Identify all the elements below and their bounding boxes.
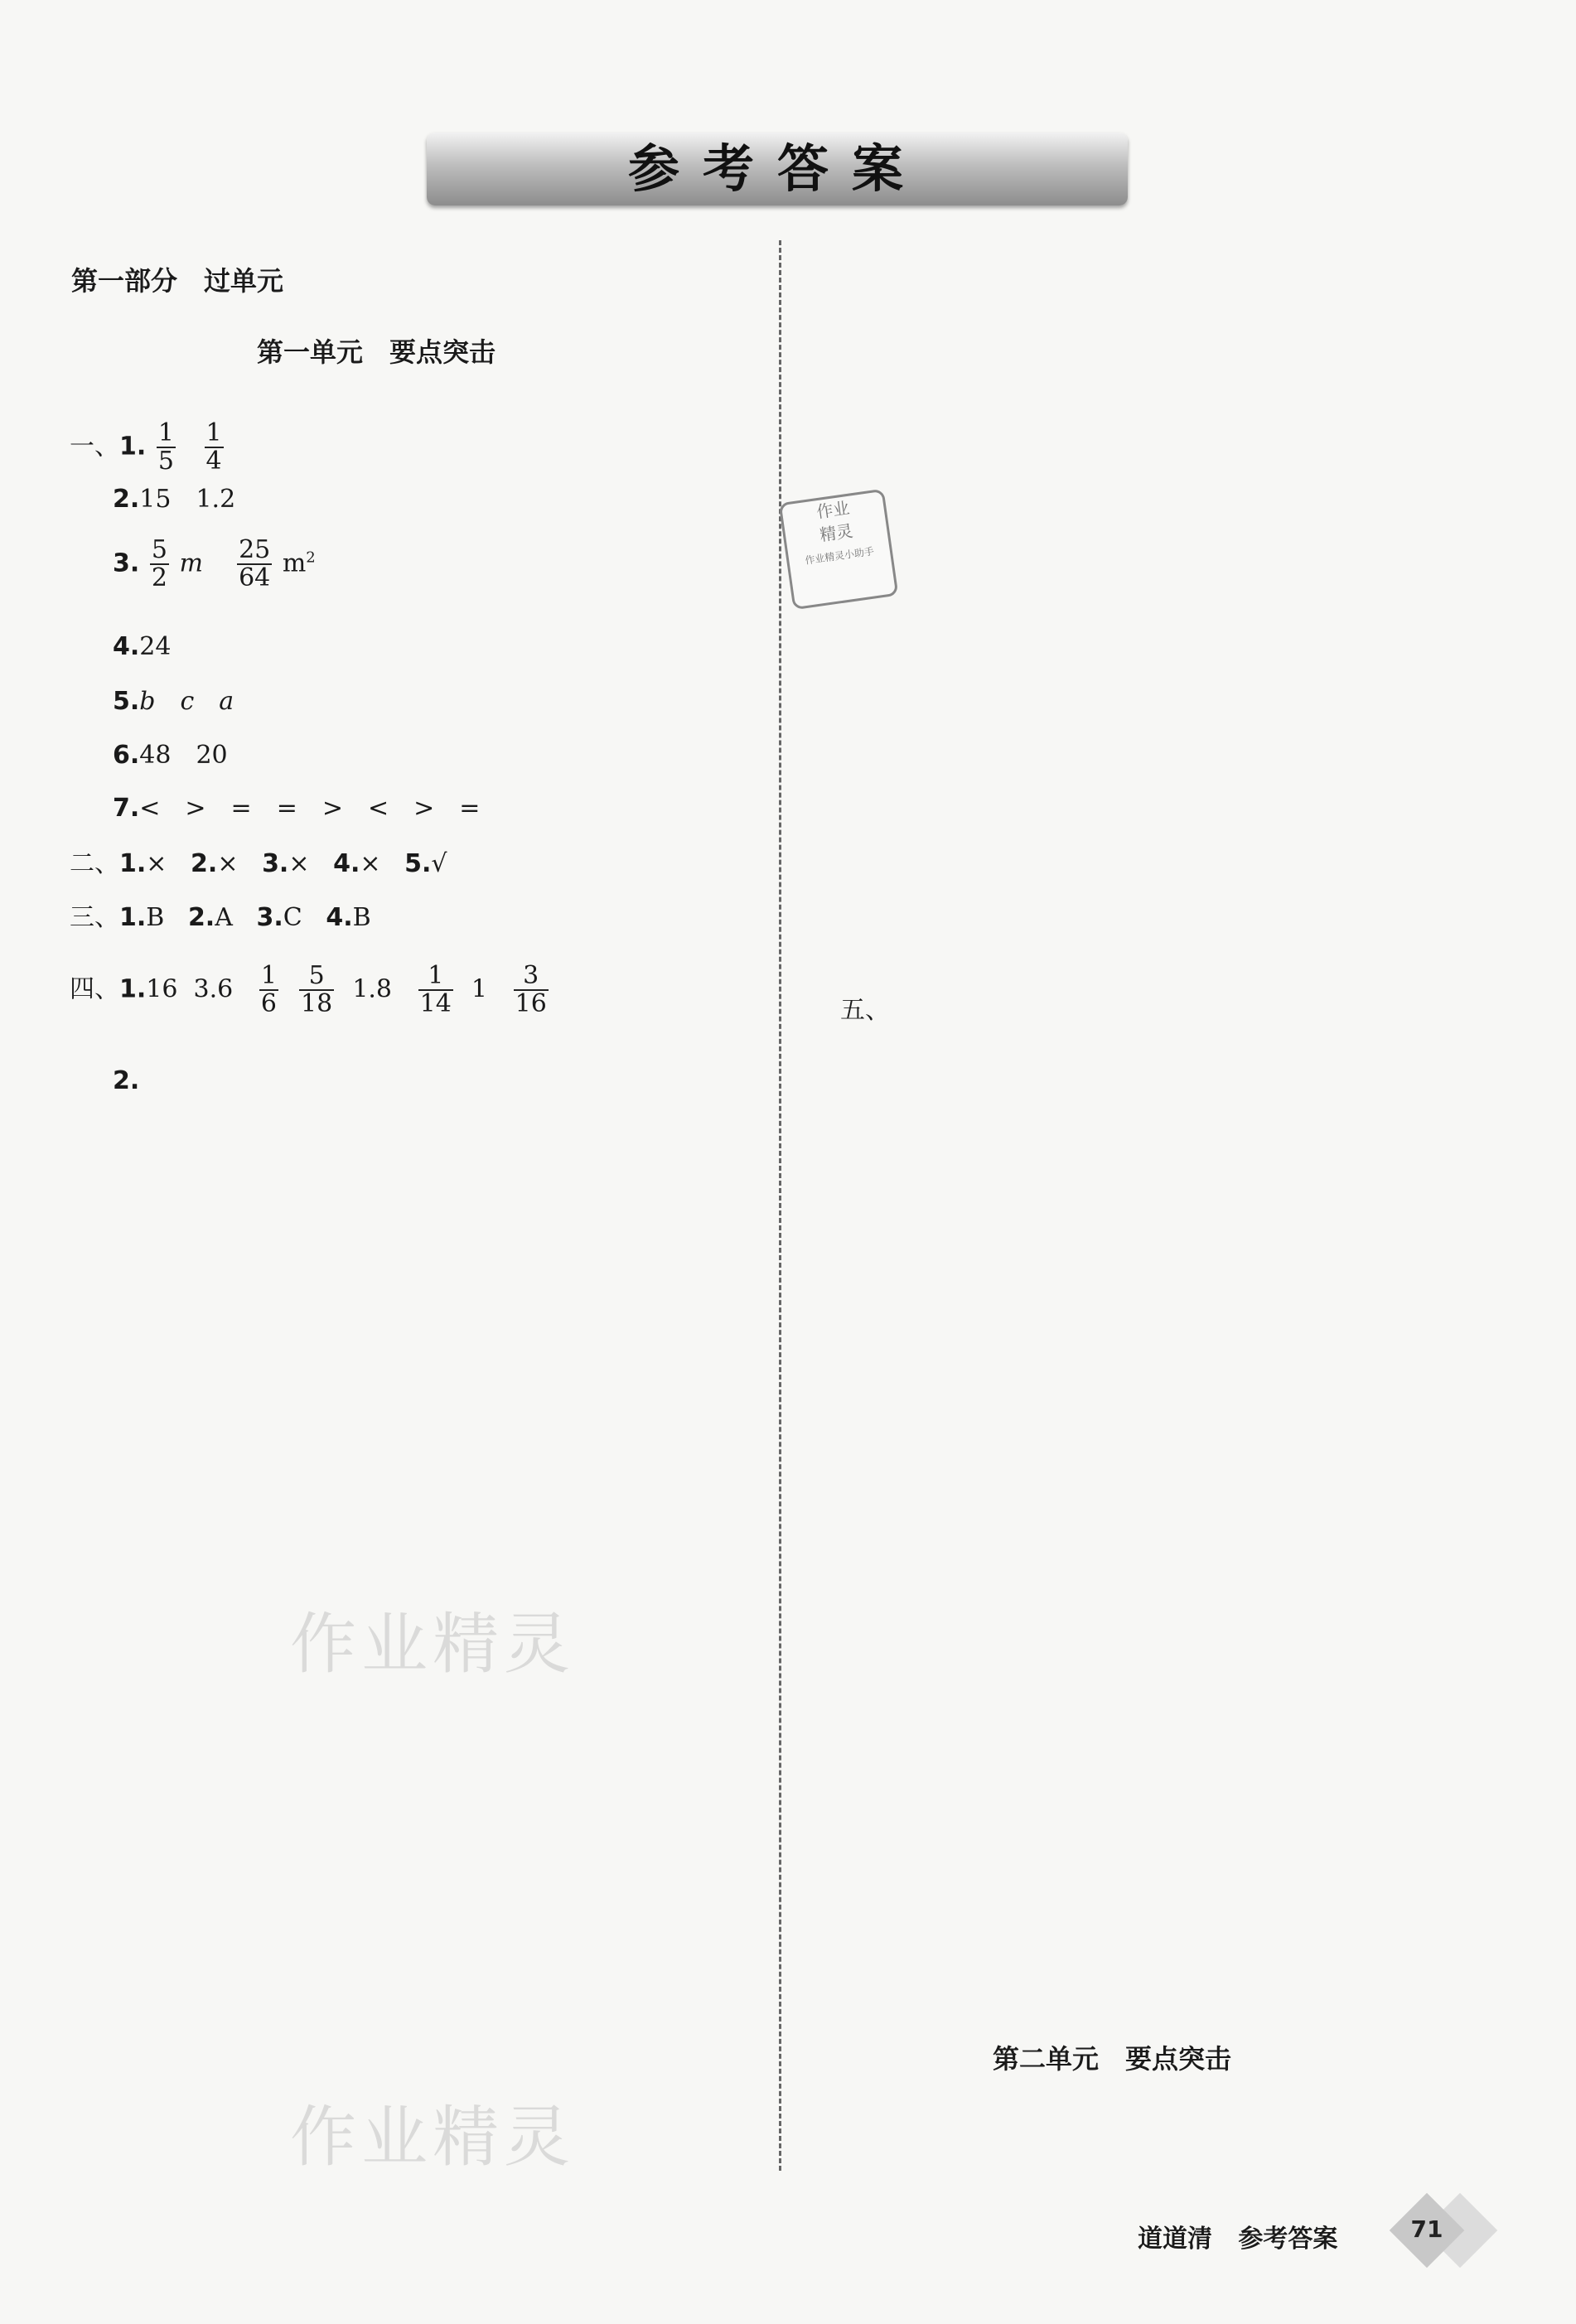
column-divider	[779, 240, 781, 2171]
stamp-logo: 作业 精灵 作业精灵小助手	[779, 489, 899, 611]
sec1-q1: 一、1. $\frac{1}{5}$ $\frac{1}{4}$	[70, 418, 222, 476]
sec1-q4: 4.24	[113, 632, 172, 661]
sec2-answers: 二、1.× 2.× 3.× 4.× 5.√	[70, 849, 447, 878]
sec1-q5: 5.b c a	[113, 687, 234, 716]
sec1-q6: 6.48 20	[113, 741, 228, 770]
sec4-q1: 四、1.16 3.6 $\frac{1}{6}$ $\frac{5}{18}$ 1.8 $\frac{1}{14}$ 1 $\frac{3}{16}$	[70, 961, 547, 1019]
page-number: 71	[1410, 2215, 1443, 2243]
sec5-label: 五、	[840, 996, 890, 1025]
sec4-q2-num: 2.	[113, 1066, 140, 1095]
unit2-title: 第二单元 要点突击	[993, 2043, 1232, 2075]
footer-brand: 道道清 参考答案	[1138, 2225, 1338, 2254]
unit1-title: 第一单元 要点突击	[257, 336, 496, 368]
part-title: 第一部分 过单元	[71, 265, 284, 297]
watermark: 作业精灵	[290, 2099, 575, 2176]
sec1-q2: 2.15 1.2	[113, 485, 236, 514]
watermark: 作业精灵	[290, 1606, 575, 1683]
sec1-q3: 3. $\frac{5}{2}$ m $\frac{25}{64}$ $m^2$	[113, 535, 316, 593]
page-title: 参考答案	[627, 138, 926, 199]
sec1-q7: 7.< > = = > < > =	[113, 794, 481, 823]
sec3-answers: 三、1.B 2.A 3.C 4.B	[70, 903, 371, 932]
